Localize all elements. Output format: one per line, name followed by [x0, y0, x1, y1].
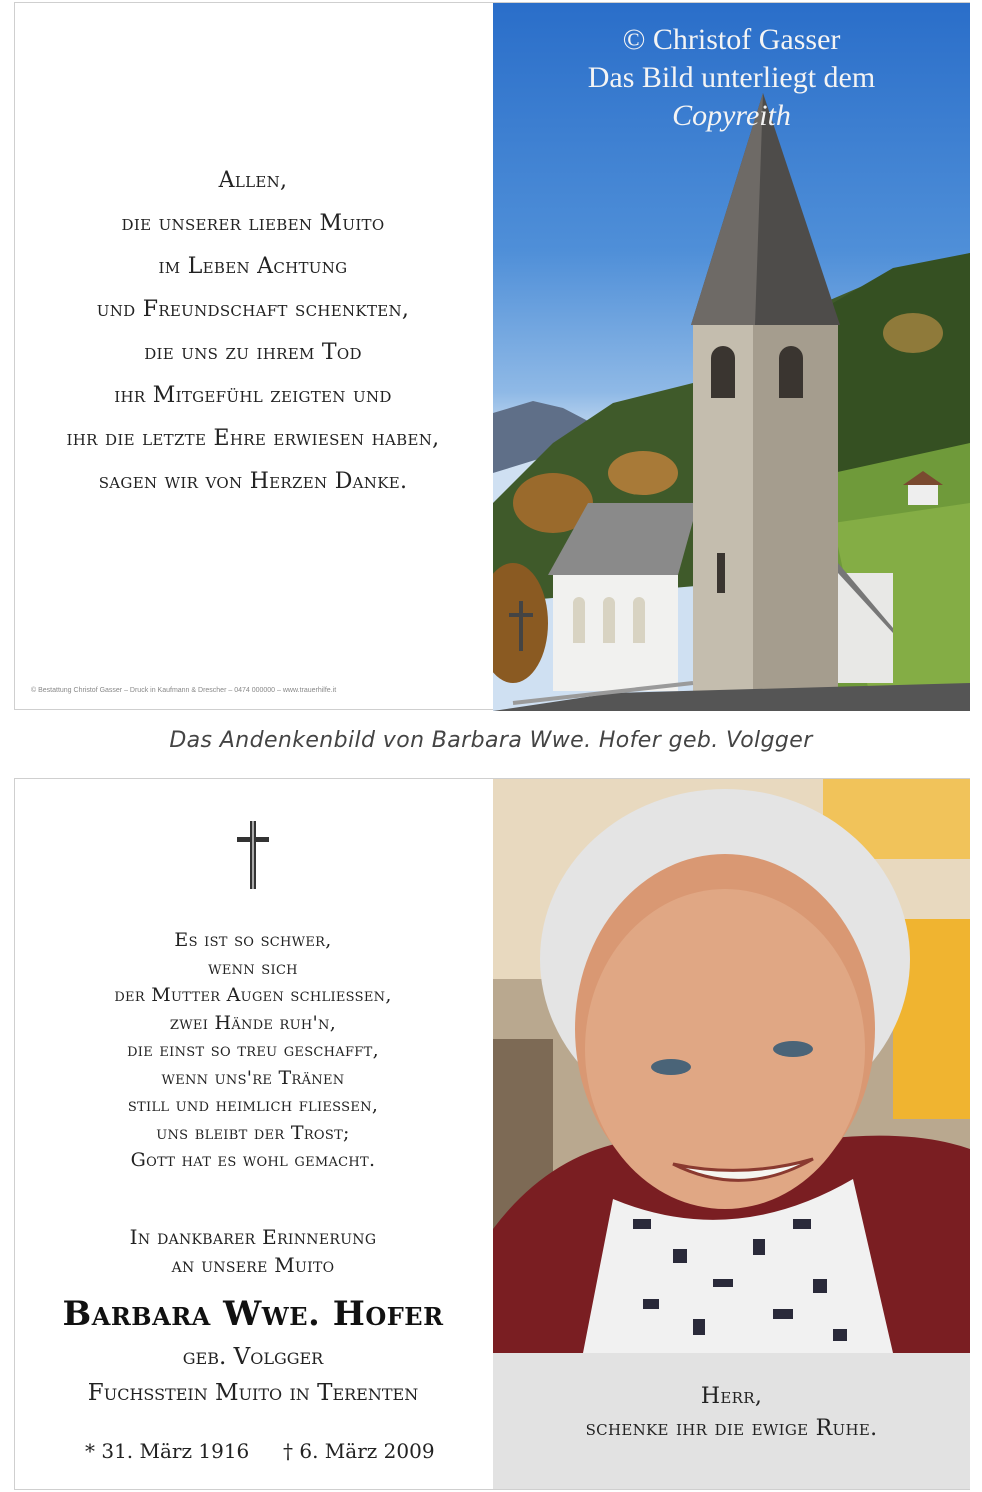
- watermark-line: Das Bild unterliegt dem: [587, 61, 876, 94]
- thanks-panel: [15, 3, 491, 709]
- watermark-line: Copyreith: [672, 99, 791, 132]
- thanks-line: Allen,: [218, 168, 288, 193]
- portrait-photo: [493, 779, 970, 1353]
- portrait-illustration: [493, 779, 970, 1353]
- poem-line: die einst so treu geschafft,: [127, 1039, 379, 1061]
- printer-footer: © Bestattung Christof Gasser – Druck in Kaufmann & Drescher – 0474 000000 – www.trauerhilfe.it: [31, 687, 337, 694]
- poem-text: [15, 927, 491, 1175]
- poem-line: Es ist so schwer,: [174, 929, 332, 951]
- remembrance-line: In dankbarer Erinnerung: [129, 1225, 377, 1249]
- remembrance-line: an unsere Muito: [171, 1253, 335, 1277]
- thanks-text: [15, 159, 491, 503]
- remembrance-text: [15, 1223, 491, 1279]
- memorial-card: [14, 778, 970, 1490]
- poem-line: Gott hat es wohl gemacht.: [130, 1149, 376, 1171]
- thanks-line: die uns zu ihrem Tod: [144, 340, 362, 365]
- poem-line: wenn sich: [208, 956, 298, 979]
- maiden-name: geb. Volgger: [182, 1344, 324, 1370]
- poem-line: der Mutter Augen schliessen,: [114, 984, 392, 1006]
- thanks-line: im Leben Achtung: [158, 254, 348, 279]
- copyright-watermark: [493, 21, 970, 135]
- blessing-line: Herr,: [700, 1384, 763, 1409]
- thanks-line: die unserer lieben Muito: [121, 211, 385, 236]
- thanks-line: ihr Mitgefühl zeigten und: [114, 383, 392, 408]
- thanks-line: ihr die letzte Ehre erwiesen haben,: [66, 426, 440, 451]
- thanks-line: sagen wir von Herzen Danke.: [98, 469, 408, 494]
- deceased-name-block: [15, 1289, 491, 1411]
- blessing-text: [493, 1381, 970, 1445]
- front-card: [14, 2, 970, 710]
- residence: Fuchsstein Muito in Terenten: [87, 1380, 419, 1406]
- poem-line: uns bleibt der Trost;: [156, 1121, 350, 1144]
- card-caption: Das Andenkenbild von Barbara Wwe. Hofer geb. Volgger: [169, 728, 813, 753]
- church-photo: [493, 3, 970, 711]
- deceased-name: Barbara Wwe. Hofer: [62, 1294, 444, 1334]
- death-date: † 6. März 2009: [283, 1439, 435, 1463]
- poem-line: wenn uns're Tränen: [161, 1066, 345, 1089]
- watermark-line: © Christof Gasser: [622, 23, 841, 56]
- poem-line: zwei Hände ruh'n,: [169, 1011, 337, 1034]
- birth-date: * 31. März 1916: [85, 1439, 250, 1463]
- latin-cross-icon: [235, 821, 271, 889]
- blessing-panel: [493, 1353, 970, 1489]
- thanks-line: und Freundschaft schenkten,: [96, 297, 410, 322]
- memorial-text-panel: [15, 779, 491, 1489]
- blessing-line: schenke ihr die ewige Ruhe.: [585, 1416, 878, 1441]
- poem-line: still und heimlich fliessen,: [127, 1094, 379, 1116]
